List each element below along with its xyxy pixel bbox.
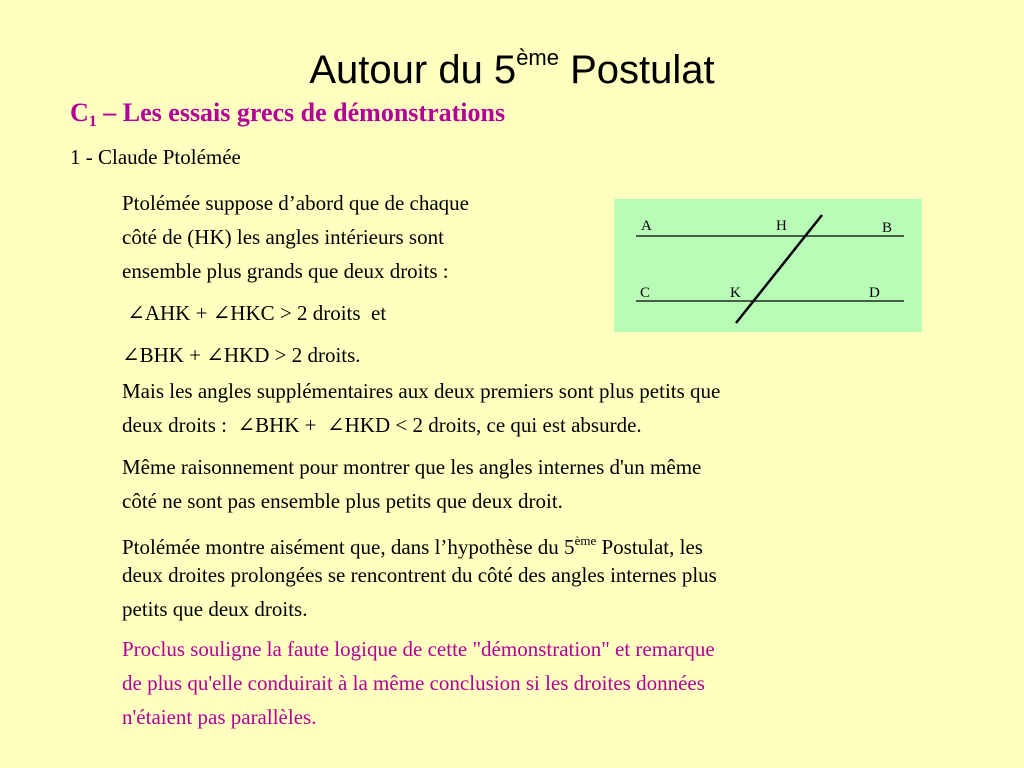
label-d: D bbox=[869, 285, 880, 301]
subtitle-sub: 1 bbox=[88, 113, 97, 130]
label-c: C bbox=[640, 285, 651, 301]
label-h: H bbox=[776, 218, 787, 234]
p1-line1: Ptolémée suppose d’abord que de chaque bbox=[122, 191, 469, 215]
label-a: A bbox=[641, 218, 652, 234]
subtitle-prefix: C bbox=[70, 98, 89, 127]
subtitle bbox=[70, 96, 505, 139]
p4-line1-sup: ème bbox=[574, 533, 597, 548]
p5-line1: Proclus souligne la faute logique de cette "démonstration" et remarque bbox=[122, 637, 715, 661]
title-rest: Postulat bbox=[558, 48, 715, 92]
p5-line3: n'étaient pas parallèles. bbox=[122, 705, 317, 729]
p1-line2: côté de (HK) les angles intérieurs sont bbox=[122, 225, 444, 249]
parallel-lines-diagram bbox=[614, 199, 922, 332]
p4-line1-b: Postulat, les bbox=[596, 535, 703, 559]
p1-line3: ensemble plus grands que deux droits : bbox=[122, 259, 449, 283]
label-k: K bbox=[730, 285, 741, 301]
slide-title bbox=[0, 34, 1024, 94]
title-sup: ème bbox=[516, 45, 559, 70]
diagram-svg bbox=[614, 199, 922, 332]
p5-line2: de plus qu'elle conduirait à la même conclusion si les droites données bbox=[122, 671, 705, 695]
p4-line1-a: Ptolémée montre aisément que, dans l’hypothèse du 5 bbox=[122, 535, 575, 559]
label-b: B bbox=[882, 220, 893, 236]
section-heading: 1 - Claude Ptolémée bbox=[70, 145, 241, 169]
subtitle-text: – Les essais grecs de démonstrations bbox=[96, 98, 506, 127]
equation-2: ∠BHK + ∠HKD > 2 droits. bbox=[122, 343, 361, 367]
p2-line2: deux droits : ∠BHK + ∠HKD < 2 droits, ce qui est absurde. bbox=[122, 413, 642, 437]
p3-line1: Même raisonnement pour montrer que les angles internes d'un même bbox=[122, 455, 702, 479]
p2-line1: Mais les angles supplémentaires aux deux premiers sont plus petits que bbox=[122, 379, 721, 403]
p4-line2: deux droites prolongées se rencontrent du côté des angles internes plus bbox=[122, 563, 717, 587]
equation-1: ∠AHK + ∠HKC > 2 droits et bbox=[122, 301, 387, 325]
p4-line3: petits que deux droits. bbox=[122, 597, 308, 621]
title-main: Autour du 5 bbox=[309, 48, 517, 92]
p3-line2: côté ne sont pas ensemble plus petits que deux droit. bbox=[122, 489, 563, 513]
